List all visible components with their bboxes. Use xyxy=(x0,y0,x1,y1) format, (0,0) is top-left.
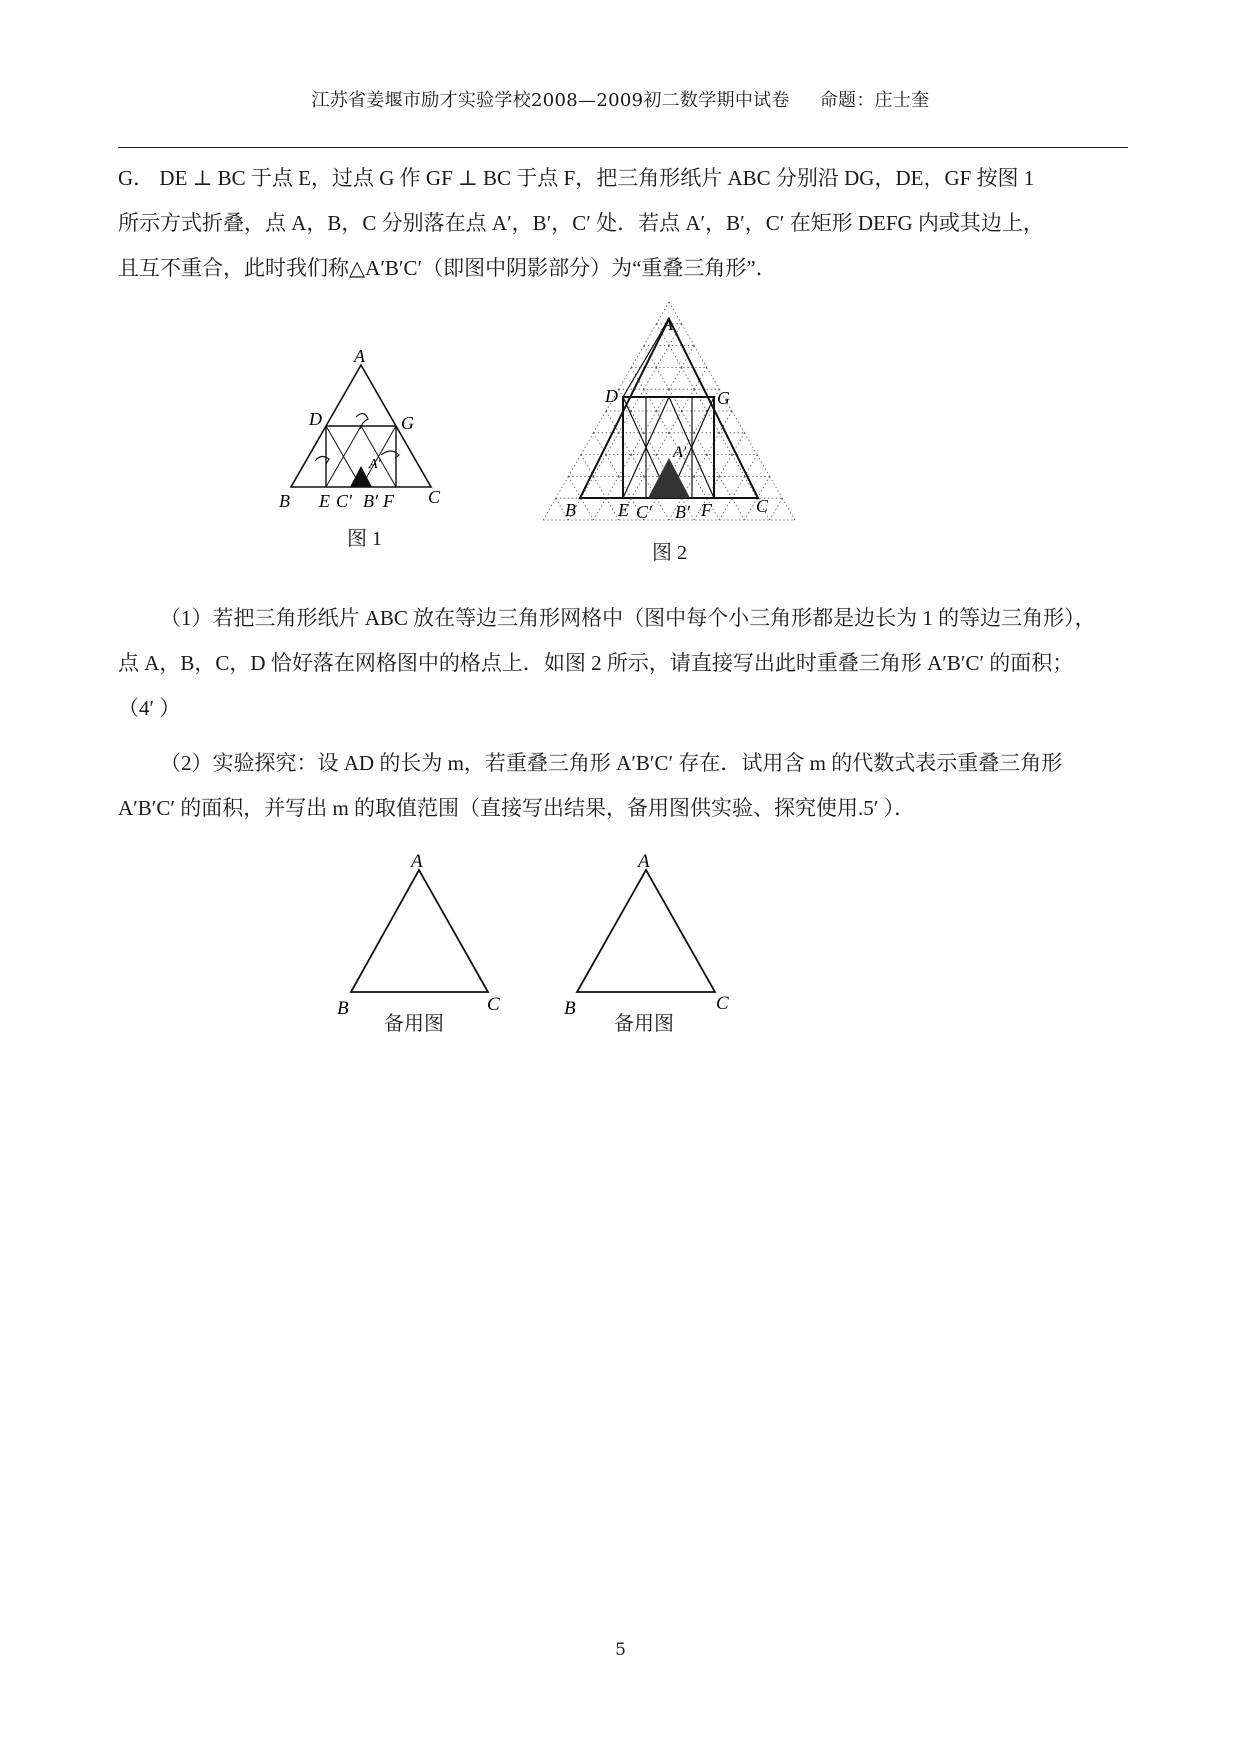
grid-line xyxy=(656,367,669,389)
grid-line xyxy=(606,476,619,498)
spare1-label-a: A xyxy=(411,851,423,872)
spare2-triangle xyxy=(577,870,715,992)
fig1-label-b: B xyxy=(279,491,290,511)
fig1-label-a: A xyxy=(354,346,365,366)
fig1-label-c: C xyxy=(428,487,441,507)
grid-line xyxy=(619,455,632,477)
grid-line xyxy=(631,367,644,389)
grid-line xyxy=(568,476,581,498)
grid-line xyxy=(644,324,657,346)
fig2-label-d: D xyxy=(605,386,618,406)
fig1-label-g: G xyxy=(401,413,414,433)
grid-line xyxy=(593,498,606,520)
grid-line xyxy=(745,433,758,455)
grid-line xyxy=(669,367,682,389)
intro-line-3: 且互不重合，此时我们称△A′B′C′（即图中阴影部分）为“重叠三角形”． xyxy=(118,256,777,280)
grid-line xyxy=(593,411,606,433)
grid-line xyxy=(669,346,682,368)
grid-line xyxy=(581,498,594,520)
fig1-label-cp: C′ xyxy=(336,491,352,511)
grid-line xyxy=(581,476,594,498)
header-rule xyxy=(118,147,1128,148)
page-header xyxy=(0,86,1241,112)
grid-line xyxy=(581,433,594,455)
fig1-label-bp: B′ xyxy=(363,491,378,511)
grid-line xyxy=(782,498,795,520)
spare1-triangle xyxy=(351,870,488,992)
grid-line xyxy=(770,476,783,498)
grid-line xyxy=(719,498,732,520)
fig2-label-cp: C′ xyxy=(636,502,652,522)
fig2-label-c: C xyxy=(756,496,769,516)
fig2-label-f: F xyxy=(701,500,712,520)
figure-2 xyxy=(540,300,805,525)
grid-line xyxy=(631,476,644,498)
spare2-label-b: B xyxy=(564,998,576,1018)
grid-line xyxy=(656,346,669,368)
fig2-label-ap: A′ xyxy=(673,444,687,461)
intro-line-1: G． DE ⊥ BC 于点 E，过点 G 作 GF ⊥ BC 于点 F，把三角形纸片 ABC 分别沿 DG，DE，GF 按图 1 xyxy=(118,166,1035,190)
grid-line xyxy=(732,476,745,498)
fig1-label-ap: A′ xyxy=(369,457,381,472)
grid-line xyxy=(732,498,745,520)
grid-line xyxy=(719,476,732,498)
grid-line xyxy=(707,367,720,389)
grid-line xyxy=(619,433,632,455)
spare-figure-2 xyxy=(560,848,750,1018)
grid-line xyxy=(568,455,581,477)
spare1-label-c: C xyxy=(487,994,500,1015)
figure-1 xyxy=(270,345,450,525)
spare-figure-1 xyxy=(330,848,520,1018)
fold-arrow-icon xyxy=(315,456,329,464)
fig2-label-e: E xyxy=(618,500,629,520)
spare2-label-a: A xyxy=(638,851,650,872)
fig2-label-g: G xyxy=(717,388,730,408)
figure-1-caption: 图 1 xyxy=(347,528,382,550)
grid-line xyxy=(593,476,606,498)
grid-line xyxy=(719,455,732,477)
grid-line xyxy=(606,455,619,477)
grid-line xyxy=(682,367,695,389)
grid-line xyxy=(757,476,770,498)
figure-2-caption: 图 2 xyxy=(652,542,687,564)
grid-line xyxy=(656,498,669,520)
grid-line xyxy=(694,411,707,433)
spare2-label-c: C xyxy=(716,993,729,1014)
grid-line xyxy=(556,476,569,498)
grid-line xyxy=(757,455,770,477)
intro-line-2: 所示方式折叠，点 A，B，C 分别落在点 A′，B′，C′ 处．若点 A′，B′，C′ 在矩形 DEFG 内或其边上， xyxy=(118,211,1044,235)
question-1 xyxy=(118,596,1128,731)
q2-line-1: （2）实验探究：设 AD 的长为 m，若重叠三角形 A′B′C′ 存在．试用含 m 的代数式表示重叠三角形 xyxy=(160,751,1063,775)
spare-figure-2-caption: 备用图 xyxy=(614,1013,674,1035)
header-author: 命题：庄士奎 xyxy=(819,90,930,111)
fig1-label-e: E xyxy=(319,491,330,511)
grid-line xyxy=(745,476,758,498)
intro-paragraph xyxy=(118,156,1128,291)
grid-line xyxy=(694,367,707,389)
grid-line xyxy=(656,433,669,455)
fig2-label-a: A xyxy=(662,314,673,334)
grid-line xyxy=(694,346,707,368)
grid-line xyxy=(606,498,619,520)
q1-line-1: （1）若把三角形纸片 ABC 放在等边三角形网格中（图中每个小三角形都是边长为 1 的等边三角形）， xyxy=(160,606,1096,630)
q1-line-3: （4′ ） xyxy=(118,696,181,720)
grid-line xyxy=(543,498,556,520)
fig1-label-d: D xyxy=(309,409,322,429)
fig2-label-bp: B′ xyxy=(675,502,690,522)
question-2 xyxy=(118,741,1128,831)
q1-line-2: 点 A，B，C，D 恰好落在网格图中的格点上．如图 2 所示，请直接写出此时重叠三角形 A′B′C′ 的面积； xyxy=(118,651,1074,675)
q2-line-2: A′B′C′ 的面积，并写出 m 的取值范围（直接写出结果，备用图供实验、探究使用.5′ ）． xyxy=(118,796,916,820)
grid-line xyxy=(770,498,783,520)
header-title: 江苏省姜堰市励才实验学校2008—2009初二数学期中试卷 xyxy=(311,90,790,111)
grid-line xyxy=(644,367,657,389)
grid-line xyxy=(631,433,644,455)
fig2-label-b: B xyxy=(565,500,576,520)
spare-figure-1-caption: 备用图 xyxy=(384,1013,444,1035)
page-number: 5 xyxy=(615,1640,626,1660)
fig1-label-f: F xyxy=(383,491,394,511)
grid-line xyxy=(694,476,707,498)
spare1-label-b: B xyxy=(337,998,349,1018)
grid-line xyxy=(682,324,695,346)
grid-line xyxy=(732,411,745,433)
